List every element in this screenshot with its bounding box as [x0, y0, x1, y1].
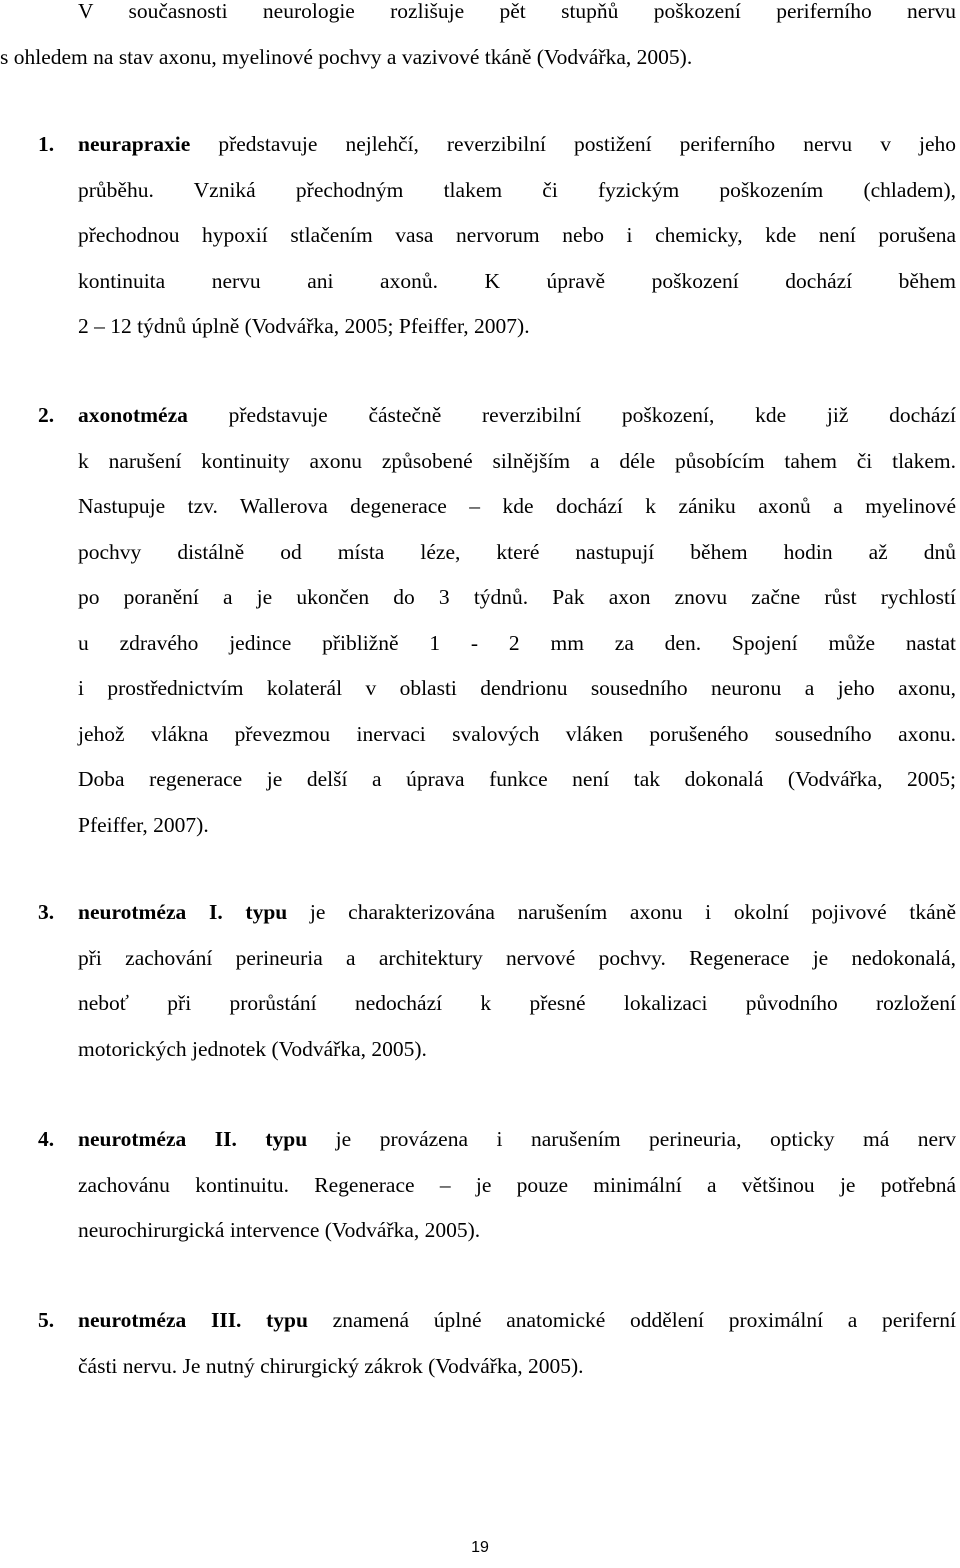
item-line: pochvy distálně od místa léze, které nastupují během hodin až dnů [78, 539, 956, 564]
item-term: neurotméza III. typu [78, 1308, 308, 1332]
degree-item-1 [38, 122, 956, 350]
item-text: znamená úplné anatomické oddělení proximální a periferní [307, 1308, 956, 1332]
intro-paragraph [0, 0, 956, 80]
intro-line: s ohledem na stav axonu, myelinové pochvy a vazivové tkáně (Vodvářka, 2005). [0, 44, 693, 69]
degree-item-2 [38, 393, 956, 848]
item-line [78, 393, 956, 439]
intro-line: V současnosti neurologie rozlišuje pět stupňů poškození periferního nervu [78, 0, 956, 23]
item-number: 3. [38, 900, 55, 924]
item-line: neboť při prorůstání nedochází k přesné lokalizaci původního rozložení [78, 991, 956, 1015]
item-number: 1. [38, 132, 55, 156]
item-line: 2 – 12 týdnů úplně (Vodvářka, 2005; Pfeiffer, 2007). [78, 314, 530, 338]
item-text: je provázena i narušením perineuria, opticky má nerv [307, 1127, 956, 1151]
item-term: neurapraxie [78, 132, 191, 156]
item-line: při zachování perineuria a architektury nervové pochvy. Regenerace je nedokonalá, [78, 945, 956, 970]
item-text: představuje částečně reverzibilní poškození, kde již dochází [187, 403, 956, 427]
item-line: průběhu. Vzniká přechodným tlakem či fyzickým poškozením (chladem), [78, 177, 956, 202]
item-line: k narušení kontinuity axonu způsobené silnějším a déle působícím tahem či tlakem. [78, 448, 956, 473]
item-line: motorických jednotek (Vodvářka, 2005). [78, 1036, 427, 1061]
item-line: Doba regenerace je delší a úprava funkce není tak dokonalá (Vodvářka, 2005; [78, 767, 956, 791]
item-body [78, 1117, 956, 1254]
item-term: neurotméza I. typu [78, 900, 288, 924]
item-line: po poranění a je ukončen do 3 týdnů. Pak axon znovu začne růst rychlostí [78, 585, 956, 609]
item-line: části nervu. Je nutný chirurgický zákrok (Vodvářka, 2005). [78, 1353, 584, 1378]
item-line: Nastupuje tzv. Wallerova degenerace – kde dochází k zániku axonů a myelinové [78, 494, 956, 518]
item-line: jehož vlákna převezmou inervaci svalových vláken porušeného sousedního axonu. [78, 721, 956, 746]
item-line: i prostřednictvím kolaterál v oblasti dendrionu sousedního neuronu a jeho axonu, [78, 676, 956, 700]
item-text: je charakterizována narušením axonu i okolní pojivové tkáně [287, 900, 956, 924]
item-number: 5. [38, 1308, 55, 1332]
item-line: přechodnou hypoxií stlačením vasa nervorum nebo i chemicky, kde není porušena [78, 223, 956, 247]
item-line [78, 122, 956, 168]
degree-item-5 [38, 1298, 956, 1389]
item-body [78, 1298, 956, 1389]
item-line [78, 890, 956, 936]
item-line [78, 1298, 956, 1344]
degree-item-3 [38, 890, 956, 1072]
item-body [78, 393, 956, 848]
item-body [78, 122, 956, 350]
item-term: neurotméza II. typu [78, 1127, 308, 1151]
item-text: představuje nejlehčí, reverzibilní postižení periferního nervu v jeho [190, 132, 956, 156]
item-line [78, 1117, 956, 1163]
item-body [78, 890, 956, 1072]
item-line: zachovánu kontinuitu. Regenerace – je pouze minimální a většinou je potřebná [78, 1172, 956, 1197]
item-line: Pfeiffer, 2007). [78, 812, 209, 837]
page-number: 19 [471, 1539, 489, 1556]
degree-item-4 [38, 1117, 956, 1254]
item-line: neurochirurgická intervence (Vodvářka, 2005). [78, 1218, 481, 1242]
item-term: axonotméza [78, 403, 188, 427]
item-line: u zdravého jedince přibližně 1 - 2 mm za den. Spojení může nastat [78, 630, 956, 655]
item-number: 4. [38, 1127, 55, 1151]
item-number: 2. [38, 403, 55, 427]
item-line: kontinuita nervu ani axonů. K úpravě poškození dochází během [78, 268, 956, 293]
